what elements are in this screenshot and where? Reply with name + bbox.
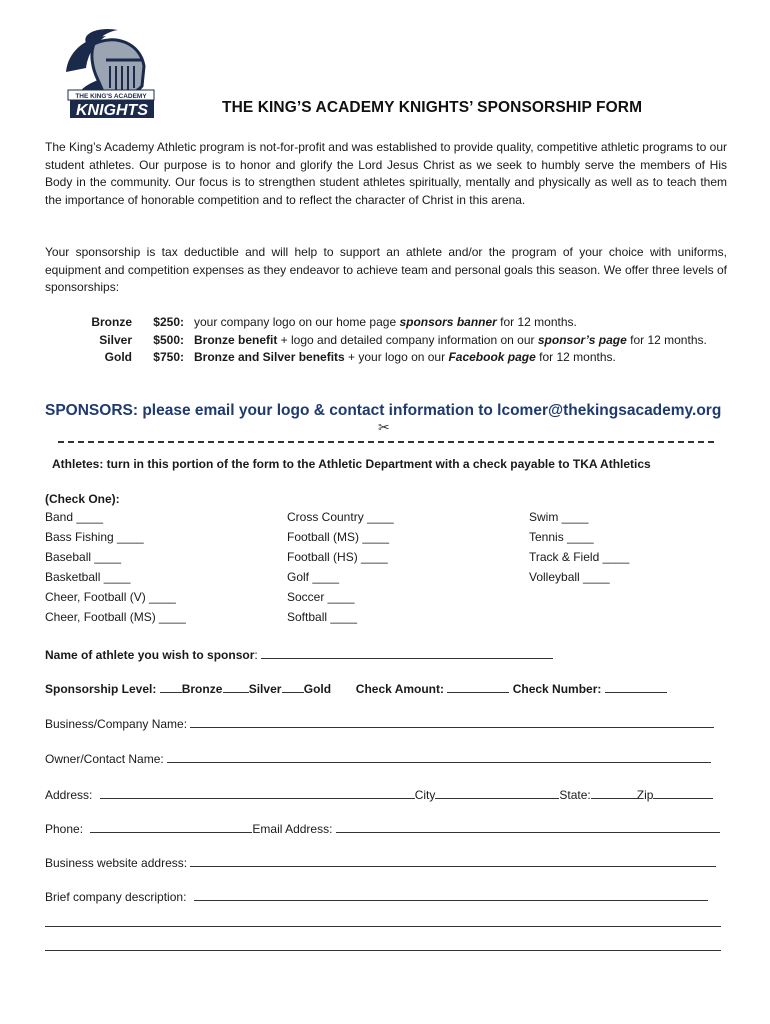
athlete-name-label: Name of athlete you wish to sponsor [45, 648, 255, 662]
logo-main-text: KNIGHTS [76, 102, 148, 119]
check-one-label: (Check One): [45, 492, 120, 506]
business-name-field[interactable] [190, 716, 714, 728]
tier-amount: $750 [153, 350, 180, 364]
owner-name-label: Owner/Contact Name: [45, 752, 164, 766]
tier-level: Silver [99, 332, 132, 347]
sport-option[interactable]: Football (HS) ____ [287, 550, 388, 564]
sport-option[interactable]: Band ____ [45, 510, 104, 524]
tier-amount: $500 [153, 332, 180, 347]
intro-paragraph: The King’s Academy Athletic program is not-for-profit and was established to provide quality, competitive athletic programs to our student athletes. Our purpose is to honor and glorify the Lord Jesus Christ as we seek to humbly serve the members of His Body in the community. Our focus is to strengthen student athletes spiritually, mentally and physically as well as to teach them the importance of honorable competition and to reflect the character of Christ in this arena. [45, 140, 727, 207]
tier-level: Gold [104, 350, 132, 364]
sponsorship-level-row [45, 681, 667, 696]
tier-description: Bronze and Silver benefits + your logo on our Facebook page for 12 months. [194, 350, 616, 364]
sport-option[interactable]: Cross Country ____ [287, 510, 394, 524]
email-label: Email Address: [252, 822, 333, 836]
phone-email-row [45, 821, 720, 836]
email-field[interactable] [336, 821, 720, 833]
owner-name-row [45, 751, 711, 766]
sport-option[interactable]: Football (MS) ____ [287, 530, 390, 544]
tier-gold: Gold $750 : Bronze and Silver benefits + your logo on our Facebook page for 12 months. [88, 349, 707, 367]
sport-option[interactable]: Bass Fishing ____ [45, 530, 144, 544]
city-label: City [414, 788, 436, 802]
logo-top-text: THE KING'S ACADEMY [75, 93, 147, 100]
state-field[interactable] [591, 787, 637, 799]
silver-check-field[interactable] [223, 681, 249, 693]
address-label: Address: [45, 788, 93, 802]
scissors-icon: ✂ [378, 419, 390, 435]
description-line[interactable] [45, 926, 721, 927]
description-row [45, 889, 708, 904]
sport-option[interactable]: Swim ____ [529, 510, 589, 524]
sport-option[interactable]: Baseball ____ [45, 550, 122, 564]
bronze-option-label: Bronze [181, 682, 223, 696]
tier-amount: $250 [153, 315, 180, 329]
sport-option[interactable]: Cheer, Football (V) ____ [45, 590, 176, 604]
athlete-name-row: Name of athlete you wish to sponsor: [45, 647, 553, 662]
sport-option[interactable]: Softball ____ [287, 610, 358, 624]
sport-option[interactable]: Golf ____ [287, 570, 340, 584]
sport-option[interactable]: Tennis ____ [529, 530, 594, 544]
check-number-field[interactable] [605, 681, 667, 693]
address-row [45, 787, 713, 802]
sport-option[interactable]: Volleyball ____ [529, 570, 610, 584]
sport-option[interactable]: Cheer, Football (MS) ____ [45, 610, 186, 624]
gold-option-label: Gold [303, 682, 332, 696]
gold-check-field[interactable] [282, 681, 304, 693]
website-row [45, 855, 716, 870]
tier-level: Bronze [91, 315, 132, 329]
sport-option[interactable]: Soccer ____ [287, 590, 355, 604]
knights-logo [58, 24, 160, 124]
tier-silver: Silver $500 : Bronze benefit + logo and detailed company information on our sponsor’s page for 12 months. [88, 332, 707, 350]
sport-option[interactable]: Basketball ____ [45, 570, 131, 584]
page-title: THE KING’S ACADEMY KNIGHTS’ SPONSORSHIP FORM [222, 99, 643, 116]
sponsorship-paragraph: Your sponsorship is tax deductible and will help to support an athlete and/or the program of your choice with uniforms, equipment and competition expenses as they endeavor to achieve team and personal goals this season. We offer three levels of sponsorships: [45, 245, 727, 294]
sport-option[interactable]: Track & Field ____ [529, 550, 630, 564]
sponsors-heading: SPONSORS: please email your logo & contact information to lcomer@thekingsacademy.org [45, 402, 722, 419]
description-field[interactable] [194, 889, 708, 901]
tier-description: Bronze benefit + logo and detailed company information on our sponsor’s page for 12 months. [194, 332, 707, 347]
address-field[interactable] [100, 787, 415, 799]
city-field[interactable] [435, 787, 559, 799]
athletes-instructions: Athletes: turn in this portion of the form to the Athletic Department with a check payable to TKA Athletics [52, 457, 651, 471]
cut-line [58, 441, 714, 443]
website-field[interactable] [190, 855, 716, 867]
sponsorship-level-label: Sponsorship Level: [45, 682, 157, 696]
state-label: State: [559, 788, 591, 802]
description-label: Brief company description: [45, 890, 187, 904]
description-line[interactable] [45, 950, 721, 951]
tier-description: your company logo on our home page sponsors banner for 12 months. [194, 315, 577, 329]
silver-option-label: Silver [248, 682, 282, 696]
business-name-label: Business/Company Name: [45, 717, 188, 731]
check-amount-field[interactable] [447, 681, 509, 693]
website-label: Business website address: [45, 856, 188, 870]
check-amount-label: Check Amount: [355, 682, 445, 696]
athlete-name-field[interactable] [261, 647, 553, 659]
phone-field[interactable] [90, 821, 252, 833]
bronze-check-field[interactable] [160, 681, 182, 693]
owner-name-field[interactable] [167, 751, 711, 763]
tier-bronze: Bronze $250 : your company logo on our home page sponsors banner for 12 months. [88, 314, 707, 332]
zip-field[interactable] [653, 787, 713, 799]
phone-label: Phone: [45, 822, 84, 836]
check-number-label: Check Number: [512, 682, 602, 696]
sponsorship-tiers [88, 314, 707, 367]
zip-label: Zip [636, 788, 654, 802]
business-name-row [45, 716, 714, 731]
